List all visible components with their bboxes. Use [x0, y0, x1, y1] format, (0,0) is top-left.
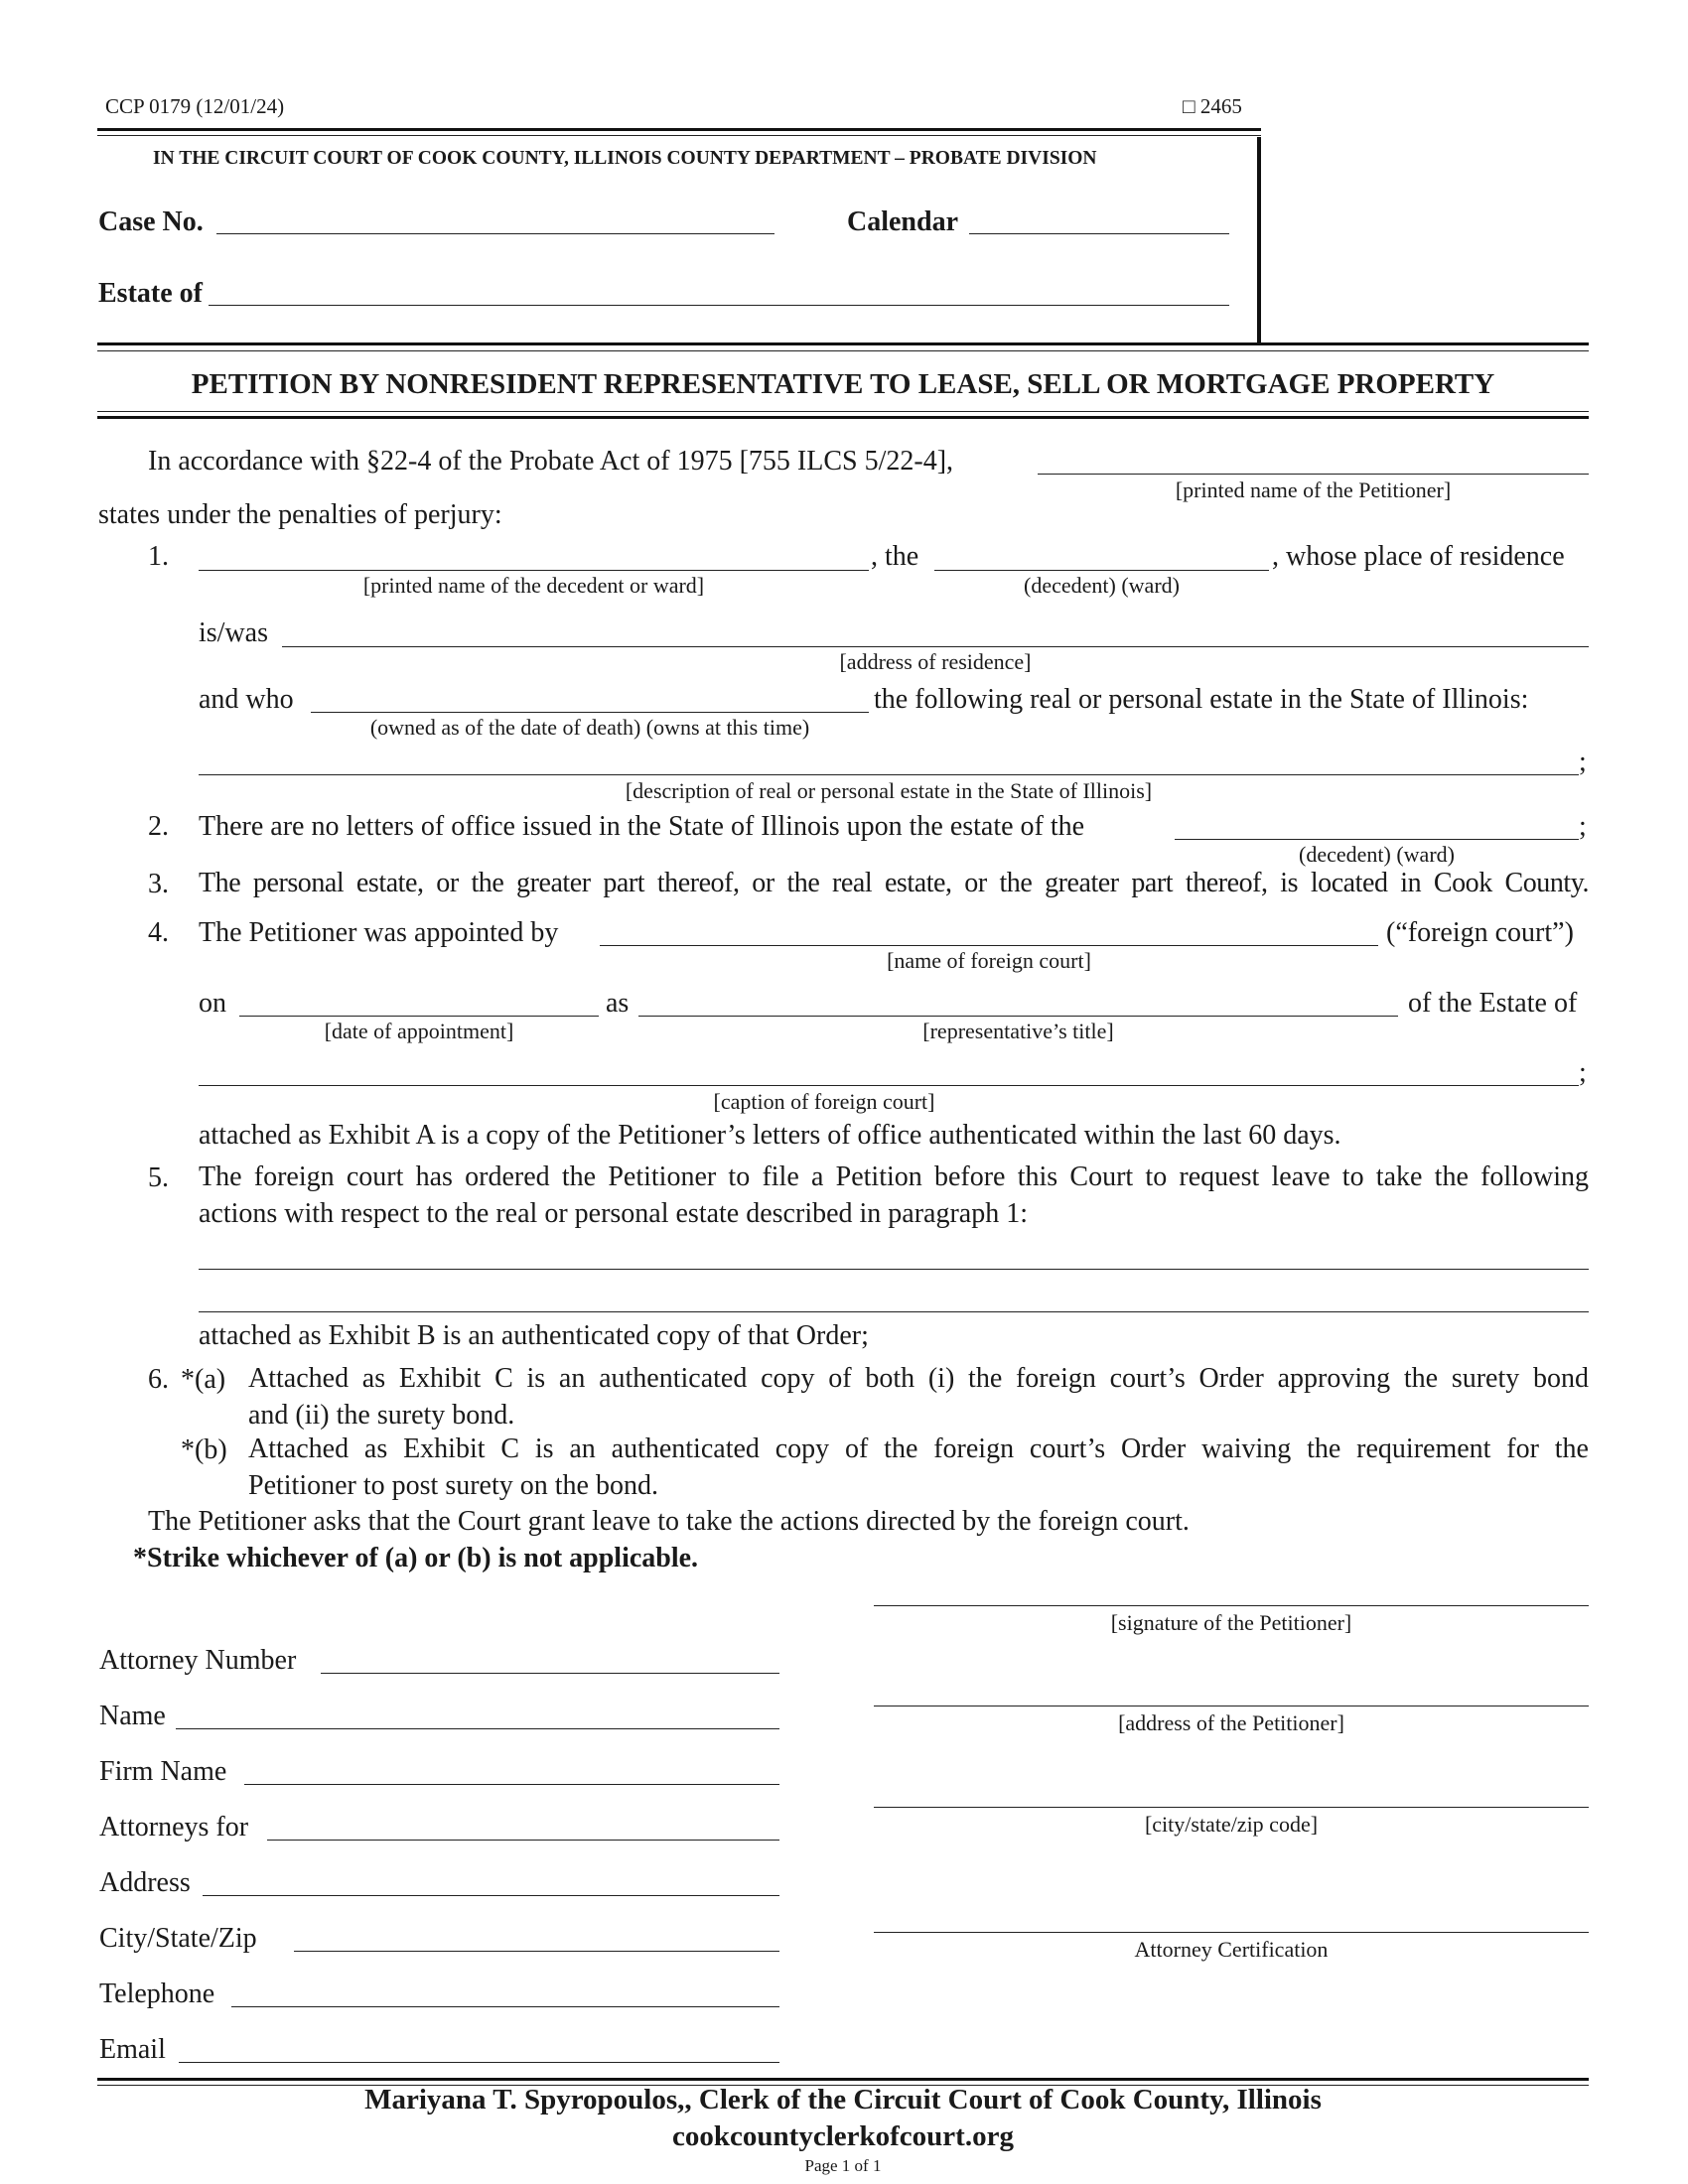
appointment-date-caption: [date of appointment] — [324, 1019, 514, 1043]
page-number: Page 1 of 1 — [804, 2156, 882, 2175]
petitioner-name-caption: [printed name of the Petitioner] — [1175, 478, 1452, 502]
petitioner-name-field[interactable] — [1038, 474, 1589, 475]
telephone-label: Telephone — [99, 1979, 215, 2009]
attorney-address-field[interactable] — [203, 1895, 779, 1896]
form-code: CCP 0179 (12/01/24) — [105, 94, 285, 118]
p1-semicolon: ; — [1579, 747, 1587, 777]
p2-decedent-ward-field[interactable] — [1175, 839, 1579, 840]
p2-semicolon: ; — [1579, 811, 1587, 842]
petitioner-signature-caption: [signature of the Petitioner] — [1110, 1610, 1352, 1635]
header-top-rule — [97, 128, 1261, 131]
representative-title-caption: [representative’s title] — [922, 1019, 1114, 1043]
title-rule-top-thin — [97, 350, 1589, 351]
title-rule-bottom — [97, 416, 1589, 419]
calendar-field[interactable] — [969, 233, 1229, 234]
decedent-ward-caption: (decedent) (ward) — [1024, 573, 1180, 598]
court-line: IN THE CIRCUIT COURT OF COOK COUNTY, ILLINOIS COUNTY DEPARTMENT – PROBATE DIVISION — [153, 148, 1097, 169]
title-rule-bottom-thin — [97, 411, 1589, 412]
petitioner-city-field[interactable] — [874, 1807, 1589, 1808]
residence-address-field[interactable] — [282, 646, 1589, 647]
attorneys-for-field[interactable] — [267, 1840, 779, 1841]
actions-field-2[interactable] — [199, 1311, 1589, 1312]
header-top-rule-thin — [97, 135, 1261, 136]
p6b-mark: *(b) — [181, 1434, 227, 1465]
foreign-caption-field[interactable] — [199, 1085, 1579, 1086]
decedent-ward-field[interactable] — [934, 570, 1269, 571]
p4-foreign: (“foreign court”) — [1386, 917, 1574, 948]
p4-estate-of: of the Estate of — [1408, 988, 1578, 1019]
p6-number: 6. — [148, 1364, 169, 1395]
form-number: □ 2465 — [1183, 94, 1242, 118]
footer-rule — [97, 2078, 1589, 2081]
p4-appointed: The Petitioner was appointed by — [199, 917, 559, 948]
decedent-name-field[interactable] — [199, 570, 869, 571]
p1-following: the following real or personal estate in the State of Illinois: — [874, 684, 1529, 715]
p5-exhibit-b: attached as Exhibit B is an authenticated copy of that Order; — [199, 1320, 869, 1351]
calendar-label: Calendar — [847, 206, 958, 237]
foreign-caption-caption: [caption of foreign court] — [713, 1089, 935, 1114]
telephone-field[interactable] — [231, 2006, 779, 2007]
header-right-border — [1257, 137, 1261, 342]
p6a-mark: *(a) — [181, 1364, 226, 1395]
p5-line2: actions with respect to the real or personal estate described in paragraph 1: — [199, 1198, 1029, 1229]
attorney-number-label: Attorney Number — [99, 1645, 297, 1676]
intro-lead: In accordance with §22-4 of the Probate Act of 1975 [755 ILCS 5/22-4], — [148, 446, 954, 477]
p6a-line1: Attached as Exhibit C is an authenticated copy of both (i) the foreign court’s Order approving the surety bond — [248, 1363, 1589, 1394]
attorneys-for-label: Attorneys for — [99, 1812, 249, 1843]
petitioner-address-caption: [address of the Petitioner] — [1118, 1710, 1344, 1735]
strike-note: *Strike whichever of (a) or (b) is not applicable. — [133, 1543, 699, 1573]
email-field[interactable] — [179, 2062, 779, 2063]
p4-exhibit-a: attached as Exhibit A is a copy of the Petitioner’s letters of office authenticated within the last 60 days. — [199, 1120, 1341, 1151]
attorney-address-label: Address — [99, 1867, 191, 1898]
representative-title-field[interactable] — [638, 1016, 1398, 1017]
foreign-court-name-field[interactable] — [600, 945, 1378, 946]
p1-andwho: and who — [199, 684, 294, 715]
p1-residence: , whose place of residence — [1272, 541, 1565, 572]
p3-text: The personal estate, or the greater part thereof, or the real estate, or the greater part thereof, is located in Cook County. — [199, 868, 1589, 898]
clerk-website: cookcountyclerkofcourt.org — [672, 2120, 1014, 2152]
firm-name-label: Firm Name — [99, 1756, 227, 1787]
p4-on: on — [199, 988, 226, 1019]
p2-number: 2. — [148, 811, 169, 842]
attorney-city-field[interactable] — [294, 1951, 779, 1952]
p2-text: There are no letters of office issued in the State of Illinois upon the estate of the — [199, 811, 1085, 842]
email-label: Email — [99, 2034, 166, 2065]
p4-as: as — [606, 988, 630, 1019]
petitioner-city-caption: [city/state/zip code] — [1144, 1812, 1319, 1837]
estate-description-caption: [description of real or personal estate in the State of Illinois] — [625, 778, 1153, 803]
intro-states: states under the penalties of perjury: — [98, 499, 502, 530]
p1-iswas: is/was — [199, 617, 268, 648]
attorney-certification-caption: Attorney Certification — [1134, 1937, 1329, 1962]
firm-name-field[interactable] — [244, 1784, 779, 1785]
estate-description-field[interactable] — [199, 774, 1579, 775]
p5-number: 5. — [148, 1162, 169, 1193]
owned-caption: (owned as of the date of death) (owns at this time) — [369, 715, 810, 740]
p1-number: 1. — [148, 541, 169, 572]
p2-caption: (decedent) (ward) — [1299, 842, 1455, 867]
closing-request: The Petitioner asks that the Court grant leave to take the actions directed by the foreign court. — [148, 1506, 1190, 1537]
p4-semicolon: ; — [1579, 1057, 1587, 1088]
foreign-court-name-caption: [name of foreign court] — [887, 948, 1091, 973]
attorney-certification-field[interactable] — [874, 1932, 1589, 1933]
attorney-name-field[interactable] — [176, 1728, 779, 1729]
p3-number: 3. — [148, 869, 169, 899]
attorney-name-label: Name — [99, 1701, 166, 1731]
estate-of-field[interactable] — [209, 305, 1229, 306]
case-no-label: Case No. — [98, 206, 204, 237]
attorney-city-label: City/State/Zip — [99, 1923, 257, 1954]
decedent-name-caption: [printed name of the decedent or ward] — [362, 573, 705, 598]
title-rule-top — [97, 342, 1589, 345]
actions-field-1[interactable] — [199, 1269, 1589, 1270]
estate-of-label: Estate of — [98, 278, 203, 309]
residence-address-caption: [address of residence] — [839, 649, 1032, 674]
p4-number: 4. — [148, 917, 169, 948]
case-no-field[interactable] — [216, 233, 774, 234]
p6a-line2: and (ii) the surety bond. — [248, 1400, 515, 1431]
p6b-line2: Petitioner to post surety on the bond. — [248, 1470, 658, 1501]
attorney-number-field[interactable] — [321, 1673, 779, 1674]
p5-line1: The foreign court has ordered the Petitioner to file a Petition before this Court to request leave to take the following — [199, 1161, 1589, 1192]
appointment-date-field[interactable] — [239, 1016, 599, 1017]
owned-field[interactable] — [311, 712, 869, 713]
p1-the: , the — [871, 541, 919, 572]
p6b-line1: Attached as Exhibit C is an authenticated copy of the foreign court’s Order waiving the requirement for the — [248, 1433, 1589, 1464]
clerk-line: Mariyana T. Spyropoulos,, Clerk of the Circuit Court of Cook County, Illinois — [364, 2084, 1322, 2116]
page-title: PETITION BY NONRESIDENT REPRESENTATIVE TO LEASE, SELL OR MORTGAGE PROPERTY — [191, 368, 1495, 400]
petitioner-signature-field[interactable] — [874, 1605, 1589, 1606]
